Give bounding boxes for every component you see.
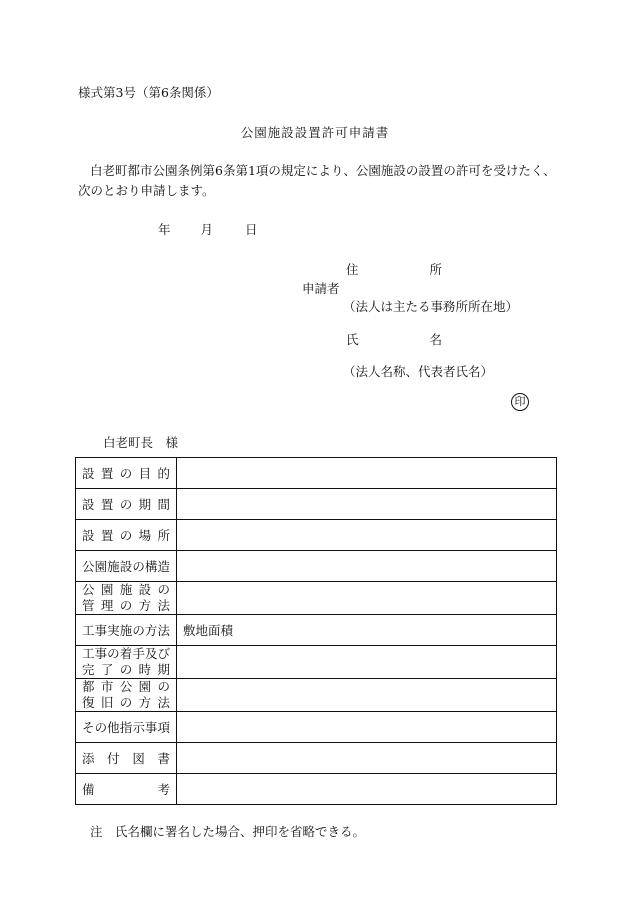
label-line [82,749,170,767]
row-value[interactable] [177,679,557,712]
name-label-char: 氏 [346,332,359,347]
label-char: 設 [82,497,95,512]
label-char: 完 [82,662,95,677]
label-char: 及 [144,646,158,661]
label-char: 時 [138,662,152,677]
label-char: 的 [157,466,170,481]
label-char: 所 [157,528,170,543]
label-char: 備 [82,782,95,797]
row-value[interactable] [177,743,557,774]
label-line [82,598,170,614]
date-month: 月 [200,222,214,237]
label-char: 了 [100,662,114,677]
table-row [76,458,557,489]
label-char: 実 [107,623,120,638]
label-char: 施 [119,582,133,597]
name-label [346,330,442,348]
label-char: の [107,646,120,661]
label-char: 置 [100,528,114,543]
label-char: 公 [82,582,95,597]
label-char: 管 [82,598,95,613]
two-line-label [82,679,170,711]
label-char: 他 [107,720,120,735]
label-char: 方 [138,695,152,710]
label-char: 園 [138,679,152,694]
label-char: 都 [82,679,95,694]
form-number: 様式第3号（第6条関係） [78,85,219,100]
label-char: 期 [138,497,152,512]
label-char: の [132,559,145,574]
label-char: 方 [138,598,152,613]
label-line [82,780,170,798]
footnote: 注 氏名欄に署名した場合、押印を省略できる。 [90,824,366,839]
table-row [76,679,557,712]
label-char: 法 [157,623,170,638]
label-char: 旧 [100,695,114,710]
label-char: の [119,695,133,710]
applicant-label: 申請者 [302,281,340,296]
label-char: 書 [157,751,170,766]
body-text: 白老町都市公園条例第6条第1項の規定により、公園施設の設置の許可を受けたく、次のとおり申請します。 [78,163,556,198]
row-label [76,489,177,520]
address-label-char: 住 [346,262,359,277]
label-line [82,557,170,575]
row-value[interactable]: 敷地面積 [177,615,557,646]
row-label [76,582,177,615]
label-char: の [119,497,133,512]
addressee: 白老町長 様 [103,435,179,450]
name-note: （法人名称、代表者氏名） [343,364,494,379]
date-line [158,220,258,238]
address-note: （法人は主たる事務所所在地） [343,299,519,314]
label-char: 目 [138,466,152,481]
label-char: 項 [157,720,170,735]
label-char: 添 [82,751,95,766]
label-char: 事 [94,623,108,638]
label-char: 付 [107,751,120,766]
row-value[interactable] [177,551,557,582]
label-char: 工 [82,623,95,638]
row-value[interactable] [177,582,557,615]
row-value[interactable] [177,774,557,805]
label-char: 市 [100,679,114,694]
row-value[interactable] [177,520,557,551]
label-char: 手 [132,646,145,661]
two-line-label [82,582,170,614]
label-char: 設 [138,582,152,597]
row-label [76,712,177,743]
row-label [76,551,177,582]
row-label [76,743,177,774]
row-label [76,774,177,805]
row-value[interactable] [177,646,557,679]
label-char: 理 [100,598,114,613]
label-char: の [94,720,108,735]
label-char: の [119,466,133,481]
row-label [76,679,177,712]
label-char: 造 [157,559,170,574]
table-row [76,489,557,520]
table-row [76,520,557,551]
label-line [82,464,170,482]
label-char: 復 [82,695,95,710]
label-char: 間 [157,497,170,512]
label-line [82,679,170,695]
label-line [82,495,170,513]
label-line [82,662,170,678]
label-line [82,582,170,598]
table-row [76,646,557,679]
table-row [76,582,557,615]
document-title: 公園施設設置許可申請書 [240,125,390,140]
label-char: 場 [138,528,152,543]
label-char: 施 [107,559,120,574]
label-char: 園 [100,582,114,597]
row-value[interactable] [177,458,557,489]
label-char: 事 [94,646,108,661]
label-line [82,621,170,639]
row-label [76,458,177,489]
label-char: の [157,582,170,597]
label-char: び [157,646,170,661]
label-char: 設 [82,466,95,481]
label-char: そ [82,720,95,735]
label-char: 公 [119,679,133,694]
label-char: 設 [119,559,133,574]
table-row [76,743,557,774]
table-row [76,712,557,743]
label-char: 法 [157,598,170,613]
label-line [82,718,170,736]
label-char: の [119,662,133,677]
label-char: 考 [157,782,170,797]
label-char: 設 [82,528,95,543]
label-char: 置 [100,497,114,512]
name-label-char: 名 [429,332,442,347]
label-char: 着 [119,646,133,661]
row-value[interactable] [177,712,557,743]
label-char: 図 [132,751,145,766]
row-value[interactable] [177,489,557,520]
address-label [346,260,442,278]
label-char: 園 [94,559,108,574]
two-line-label [82,646,170,678]
label-char: 法 [157,695,170,710]
seal-mark: 印 [511,393,529,411]
label-line [82,526,170,544]
label-char: 方 [144,623,158,638]
row-label [76,646,177,679]
label-char: 施 [119,623,133,638]
label-line [82,646,170,662]
table-row [76,615,557,646]
label-char: 事 [144,720,158,735]
address-label-char: 所 [429,262,442,277]
label-char: 指 [119,720,133,735]
row-label [76,615,177,646]
table-row [76,551,557,582]
label-char: の [119,598,133,613]
date-day: 日 [245,222,258,237]
label-char: 置 [100,466,114,481]
label-line [82,695,170,711]
date-year: 年 [158,222,171,237]
application-table [75,457,557,805]
label-char: の [132,623,145,638]
label-char: 構 [144,559,158,574]
label-char: 示 [132,720,145,735]
label-char: 期 [157,662,170,677]
label-char: の [157,679,170,694]
row-label [76,520,177,551]
label-char: 工 [82,646,95,661]
table-row [76,774,557,805]
label-char: 公 [82,559,95,574]
label-char: の [119,528,133,543]
